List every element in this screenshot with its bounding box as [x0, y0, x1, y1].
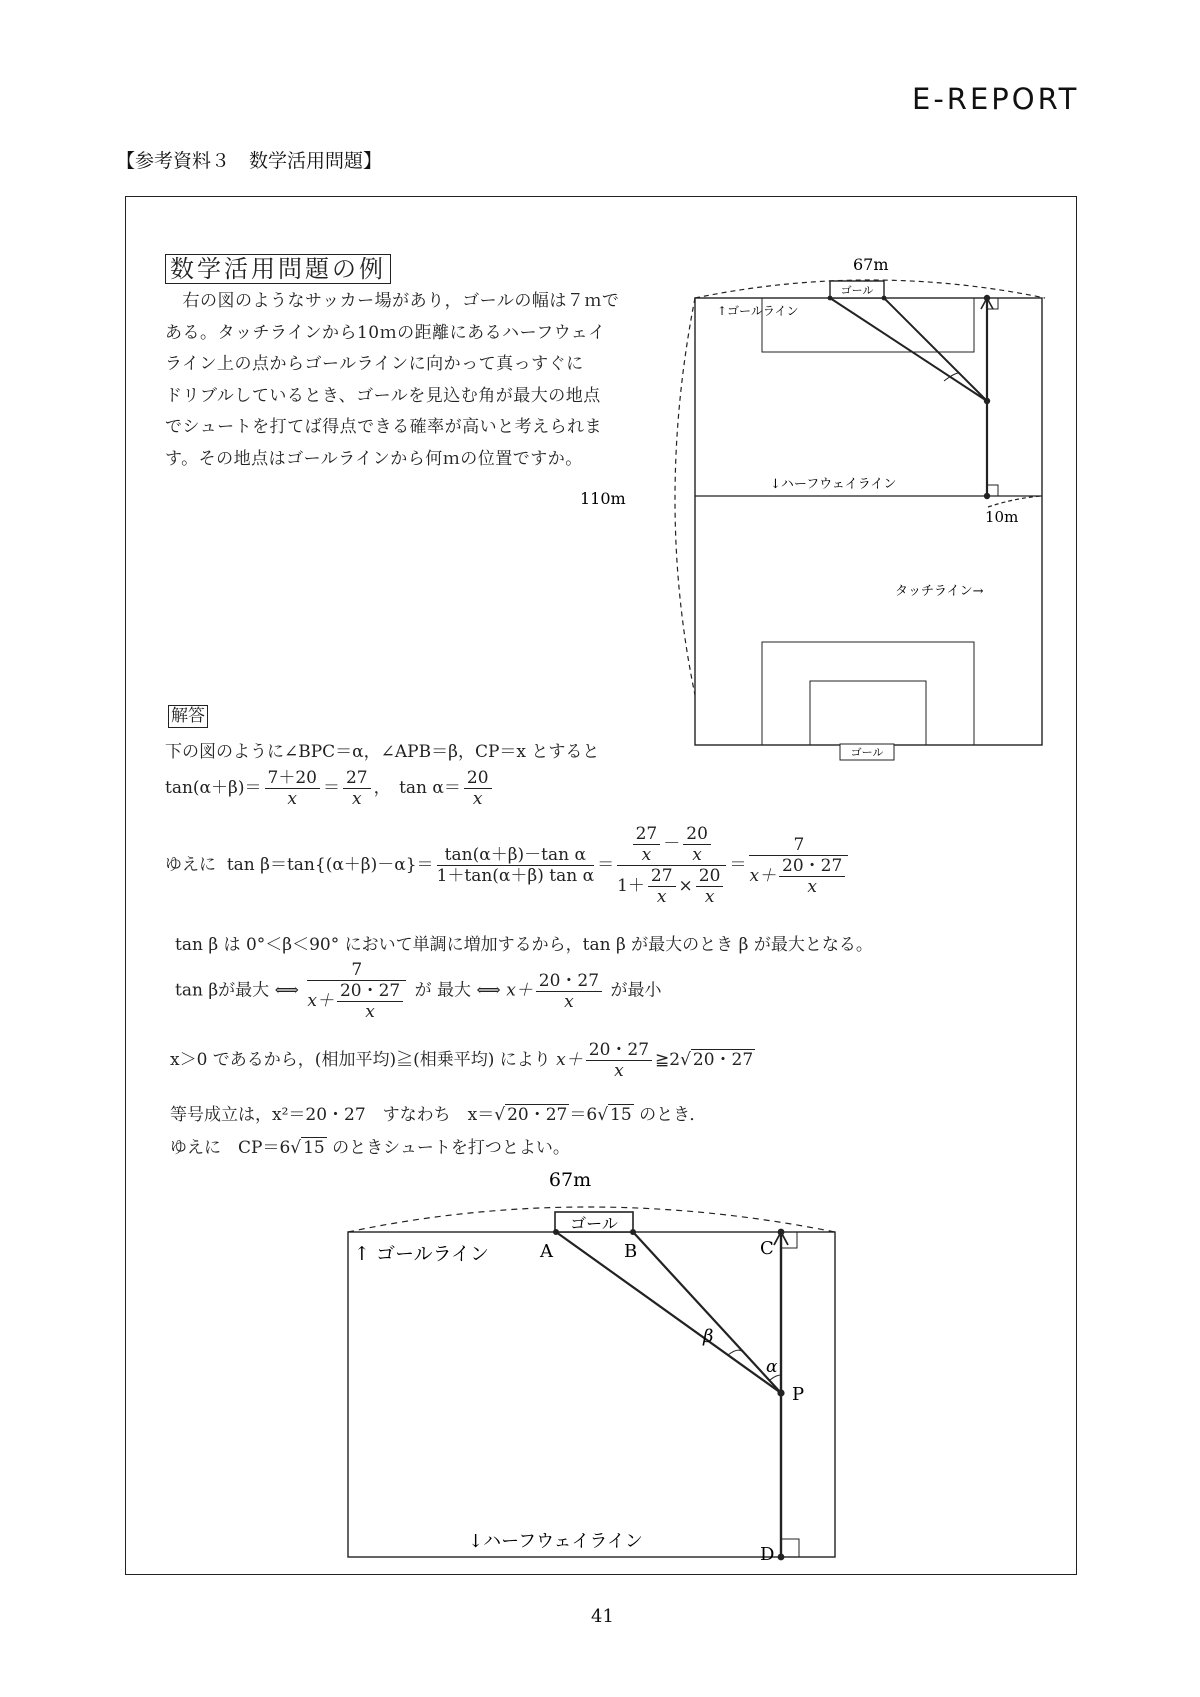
point-d — [984, 493, 990, 499]
fraction — [437, 845, 595, 886]
equality-tail: のとき． — [639, 1105, 707, 1125]
sqrt-radicand: 20・27 — [507, 1105, 568, 1125]
equality-lead: 等号成立は，x²＝20・27 すなわち x＝ — [170, 1105, 495, 1125]
denominator: x — [351, 789, 362, 809]
label-alpha: α — [766, 1357, 778, 1377]
label-b: B — [624, 1241, 638, 1262]
label-beta: β — [703, 1326, 714, 1347]
iff-symbol: ⟺ — [274, 980, 299, 1001]
numerator: 20・27 — [586, 1040, 652, 1061]
numerator: 27 — [343, 768, 371, 789]
right-angle-mark-d — [781, 1539, 799, 1557]
fraction — [633, 824, 661, 865]
example-title: 数学活用問題の例 — [165, 254, 391, 284]
equals: ＝ — [597, 855, 615, 875]
numerator: 7 — [307, 960, 406, 981]
point-p — [984, 398, 990, 404]
fraction — [337, 981, 403, 1022]
goal-label-bottom: ゴール — [850, 746, 884, 759]
max-mid: が 最大 — [414, 980, 472, 1001]
sqrt-sign: √ — [494, 1105, 506, 1125]
fraction — [648, 866, 676, 907]
sqrt-radicand: 15 — [610, 1105, 632, 1125]
halfway-line-label: ↓ハーフウェイライン — [468, 1531, 643, 1552]
solution-intro: 下の図のように∠BPC＝α，∠APB＝β，CP＝x とすると — [165, 742, 600, 762]
line-pb — [633, 1232, 781, 1393]
numerator — [617, 824, 726, 866]
field-diagram — [570, 250, 1030, 759]
half-field-outline — [348, 1232, 835, 1557]
one-plus: 1＋ — [617, 876, 645, 896]
problem-line: ある。タッチラインから10ｍの距離にあるハーフウェイ — [165, 322, 606, 343]
sqrt-radicand: 15 — [303, 1138, 325, 1158]
denominator: x — [692, 845, 702, 865]
sightline-b — [884, 298, 987, 401]
tan-sum-line — [165, 768, 495, 809]
problem-line: でシュートを打てば得点できる確率が高いと考えられま — [165, 417, 603, 437]
fraction — [464, 768, 492, 809]
sqrt-radicand: 20・27 — [692, 1050, 754, 1070]
monotonic-statement: tan β は 0°＜β＜90° において単調に増加するから，tan β が最大のとき β が最大となる。 — [175, 935, 873, 955]
denominator — [307, 981, 406, 1022]
denominator: x — [807, 876, 817, 897]
conclusion-lead: ゆえに CP＝6 — [170, 1138, 291, 1158]
problem-line: ライン上の点からゴールラインに向かって真っすぐに — [165, 354, 584, 374]
sqrt-sign: √ — [597, 1105, 609, 1125]
numerator: 20 — [683, 824, 711, 845]
therefore: ゆえに — [165, 855, 216, 875]
numerator: 20・27 — [536, 971, 602, 992]
numerator: 27 — [648, 866, 676, 887]
page-number: 41 — [591, 1606, 614, 1627]
denominator: x — [641, 845, 652, 865]
compound-fraction — [617, 824, 726, 907]
equality-line — [170, 1100, 706, 1125]
conclusion-tail: のときシュートを打つとよい。 — [332, 1138, 570, 1158]
conclusion-line — [170, 1133, 570, 1158]
fraction — [696, 866, 724, 907]
fraction — [683, 824, 711, 865]
numerator: 20・27 — [337, 981, 403, 1002]
angle-diagram — [330, 1162, 850, 1567]
sightline-a — [830, 298, 987, 401]
point-a — [828, 296, 833, 301]
min-tail: が最小 — [610, 980, 662, 1001]
equals: ＝ — [322, 778, 340, 798]
denominator — [749, 856, 848, 897]
denominator: x — [564, 991, 574, 1012]
touch-distance-label: 10m — [985, 508, 1019, 526]
denominator: x — [287, 789, 298, 809]
point-a — [553, 1229, 559, 1235]
goal-line-label: ↑ゴールライン — [717, 304, 799, 318]
denominator: x — [614, 1061, 624, 1081]
problem-line: ドリブルしているとき、ゴールを見込む角が最大の地点 — [165, 385, 601, 406]
equality-mid: ＝6 — [569, 1105, 598, 1125]
sqrt-sign: √ — [290, 1138, 302, 1158]
numerator: 7＋20 — [265, 768, 320, 789]
fraction — [265, 768, 320, 809]
amgm-line — [170, 1040, 755, 1081]
numerator: 20 — [696, 866, 724, 887]
numerator: 20・27 — [779, 856, 845, 877]
tan-beta-expr: tan β＝tan{(α＋β)－α}＝ — [226, 855, 434, 875]
compound-fraction — [749, 835, 848, 897]
tan-alpha-lhs: ， tan α＝ — [373, 778, 461, 798]
x-plus: x＋ — [307, 991, 334, 1011]
touchline-label: タッチライン→ — [895, 584, 984, 599]
maximize-line — [175, 960, 661, 1022]
point-p — [777, 1389, 784, 1396]
fraction — [779, 856, 845, 897]
equals: ＝ — [729, 855, 747, 875]
label-a: A — [540, 1241, 553, 1262]
length-dimension-arc — [675, 298, 695, 695]
label-d: D — [760, 1544, 775, 1565]
diagram-width-label: 67m — [548, 1169, 592, 1191]
label-p: P — [792, 1384, 805, 1405]
max-lead: tan βが最大 — [175, 980, 270, 1001]
problem-line: 右の図のようなサッカー場があり，ゴールの幅は７ｍで — [165, 291, 620, 311]
fraction — [343, 768, 371, 809]
label-c: C — [760, 1238, 774, 1259]
times-sign: × — [678, 876, 693, 896]
x-plus: x＋ — [556, 1050, 583, 1070]
fraction — [586, 1040, 652, 1081]
denominator: 1＋tan(α＋β) tan α — [436, 866, 595, 886]
numerator: 27 — [633, 824, 661, 845]
sqrt-sign: √ — [680, 1050, 691, 1070]
brand-logo: E-REPORT — [912, 82, 1080, 116]
fraction — [536, 971, 602, 1012]
compound-fraction — [307, 960, 406, 1022]
denominator: x — [704, 887, 715, 907]
x-plus: x＋ — [506, 980, 533, 1001]
point-d — [778, 1554, 785, 1561]
goal-label: ゴール — [570, 1214, 618, 1233]
amgm-lead: x＞0 であるから，(相加平均)≧(相乗平均) により — [170, 1050, 551, 1070]
point-c — [984, 295, 990, 301]
section-heading: 【参考資料３ 数学活用問題】 — [116, 150, 383, 172]
goal-label-top: ゴール — [840, 284, 874, 297]
denominator — [617, 866, 726, 907]
beta-arc — [728, 1350, 743, 1355]
field-width-label: 67m — [853, 255, 889, 274]
halfway-line-label: ↓ハーフウェイライン — [770, 477, 897, 492]
numerator: 20 — [464, 768, 492, 789]
problem-line: す。その地点はゴールラインから何ｍの位置ですか。 — [165, 448, 583, 469]
numerator: 7 — [749, 835, 848, 856]
denominator: x — [365, 1002, 375, 1022]
goal-line-label: ↑ ゴールライン — [354, 1243, 490, 1265]
point-c — [778, 1229, 785, 1236]
tan-sum-lhs: tan(α＋β)＝ — [165, 778, 262, 798]
iff-symbol: ⟺ — [476, 980, 501, 1001]
point-b — [882, 296, 887, 301]
point-b — [630, 1229, 636, 1235]
solution-label: 解答 — [168, 705, 208, 728]
line-pa — [556, 1232, 781, 1393]
numerator: tan(α＋β)－tan α — [437, 845, 595, 866]
minus-sign: － — [663, 834, 681, 854]
x-plus: x＋ — [749, 865, 777, 886]
denominator: x — [656, 887, 667, 907]
tan-beta-line — [165, 824, 851, 907]
amgm-tail: ≧2 — [655, 1050, 681, 1070]
field-length-label: 110m — [580, 489, 626, 508]
denominator: x — [472, 789, 483, 809]
